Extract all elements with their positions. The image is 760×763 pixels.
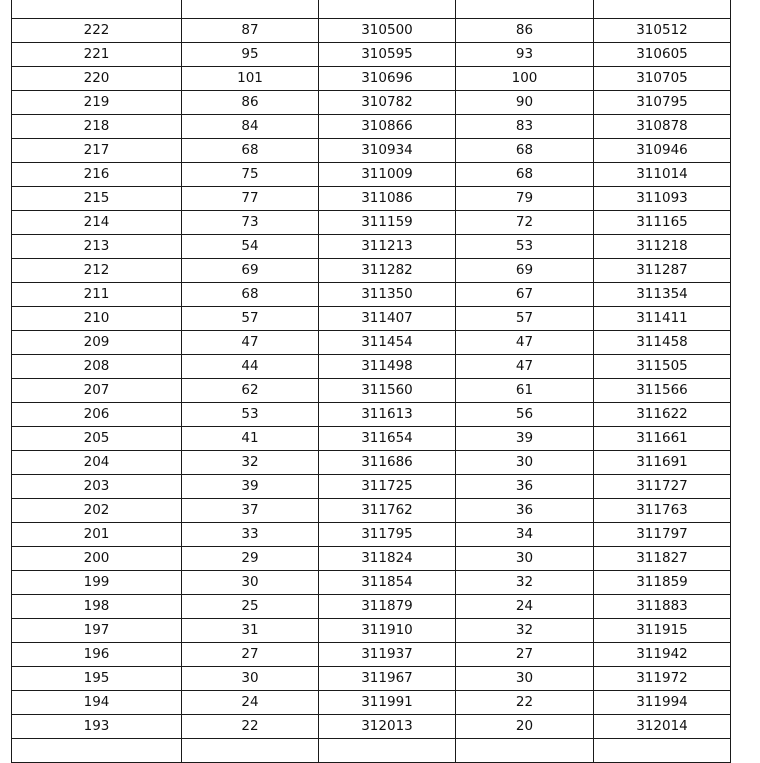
table-cell: 24: [182, 691, 319, 715]
table-row: [12, 715, 731, 739]
table-cell: 31: [182, 619, 319, 643]
table-row: [12, 571, 731, 595]
table-cell: 86: [182, 91, 319, 115]
table-cell: 200: [12, 547, 182, 571]
table-cell: 32: [456, 571, 594, 595]
table-cell: 67: [456, 283, 594, 307]
table-cell: 57: [182, 307, 319, 331]
table-cell: 311915: [594, 619, 731, 643]
table-cell: 217: [12, 139, 182, 163]
table-cell: [456, 0, 594, 19]
table-cell: [594, 0, 731, 19]
table-cell: 311824: [319, 547, 456, 571]
table-cell: 27: [456, 643, 594, 667]
table-cell: 29: [182, 547, 319, 571]
table-cell: 79: [456, 187, 594, 211]
table-cell: 196: [12, 643, 182, 667]
table-cell: 311859: [594, 571, 731, 595]
table-cell: 311354: [594, 283, 731, 307]
table-cell: 311762: [319, 499, 456, 523]
table-cell: 22: [182, 715, 319, 739]
table-cell: 311727: [594, 475, 731, 499]
table-cell: 311505: [594, 355, 731, 379]
table-cell: 44: [182, 355, 319, 379]
table-cell: 30: [182, 667, 319, 691]
table-cell: 311407: [319, 307, 456, 331]
table-cell: 36: [456, 475, 594, 499]
table-cell: 311763: [594, 499, 731, 523]
table-cell: 30: [456, 547, 594, 571]
table-row: [12, 91, 731, 115]
table-cell: 312013: [319, 715, 456, 739]
table-row: [12, 355, 731, 379]
table-row: [12, 235, 731, 259]
table-cell: 33: [182, 523, 319, 547]
table-cell: 56: [456, 403, 594, 427]
table-row: [12, 19, 731, 43]
table-cell: 310934: [319, 139, 456, 163]
table-cell: 86: [456, 19, 594, 43]
table-cell: 311654: [319, 427, 456, 451]
score-table-container: [11, 0, 730, 763]
table-cell: 68: [182, 139, 319, 163]
table-row: [12, 307, 731, 331]
table-cell: 214: [12, 211, 182, 235]
table-cell: [182, 739, 319, 763]
score-table: [11, 0, 731, 763]
table-cell: 311879: [319, 595, 456, 619]
table-cell: 30: [456, 451, 594, 475]
table-cell: 204: [12, 451, 182, 475]
table-cell: 54: [182, 235, 319, 259]
table-cell: 310500: [319, 19, 456, 43]
table-row: [12, 283, 731, 307]
table-cell: 311725: [319, 475, 456, 499]
table-cell: 213: [12, 235, 182, 259]
table-cell: 30: [182, 571, 319, 595]
table-cell: 197: [12, 619, 182, 643]
table-cell: 62: [182, 379, 319, 403]
table-row: [12, 739, 731, 763]
table-row: [12, 379, 731, 403]
table-cell: 311454: [319, 331, 456, 355]
table-cell: 210: [12, 307, 182, 331]
table-cell: 34: [456, 523, 594, 547]
table-cell: 221: [12, 43, 182, 67]
table-cell: 83: [456, 115, 594, 139]
table-cell: 311159: [319, 211, 456, 235]
table-row: [12, 259, 731, 283]
table-cell: 101: [182, 67, 319, 91]
table-cell: 310866: [319, 115, 456, 139]
table-row: [12, 499, 731, 523]
table-cell: 24: [456, 595, 594, 619]
table-cell: 32: [182, 451, 319, 475]
table-cell: 311827: [594, 547, 731, 571]
table-cell: 208: [12, 355, 182, 379]
table-cell: 39: [456, 427, 594, 451]
table-cell: 57: [456, 307, 594, 331]
table-cell: 203: [12, 475, 182, 499]
table-cell: 310705: [594, 67, 731, 91]
table-cell: 311350: [319, 283, 456, 307]
table-cell: 311613: [319, 403, 456, 427]
table-cell: 311942: [594, 643, 731, 667]
table-row: [12, 67, 731, 91]
table-cell: 202: [12, 499, 182, 523]
table-row: [12, 427, 731, 451]
table-cell: 311287: [594, 259, 731, 283]
table-cell: 310595: [319, 43, 456, 67]
table-cell: 37: [182, 499, 319, 523]
table-cell: 311622: [594, 403, 731, 427]
table-cell: 47: [456, 331, 594, 355]
table-cell: 69: [456, 259, 594, 283]
table-cell: 311883: [594, 595, 731, 619]
score-table-body: [12, 0, 731, 763]
table-row: [12, 643, 731, 667]
table-row: [12, 475, 731, 499]
table-cell: 27: [182, 643, 319, 667]
table-cell: 25: [182, 595, 319, 619]
table-cell: [182, 0, 319, 19]
table-row: [12, 187, 731, 211]
table-cell: 311218: [594, 235, 731, 259]
table-cell: 311854: [319, 571, 456, 595]
table-cell: 311994: [594, 691, 731, 715]
table-cell: 310795: [594, 91, 731, 115]
table-cell: 311991: [319, 691, 456, 715]
table-cell: 311093: [594, 187, 731, 211]
table-cell: 216: [12, 163, 182, 187]
table-cell: 73: [182, 211, 319, 235]
table-cell: 39: [182, 475, 319, 499]
table-cell: 68: [182, 283, 319, 307]
table-cell: 310878: [594, 115, 731, 139]
table-cell: 311566: [594, 379, 731, 403]
table-row: [12, 691, 731, 715]
table-row: [12, 451, 731, 475]
table-cell: [456, 739, 594, 763]
table-row: [12, 547, 731, 571]
table-cell: 41: [182, 427, 319, 451]
table-cell: 20: [456, 715, 594, 739]
table-cell: 193: [12, 715, 182, 739]
table-cell: 201: [12, 523, 182, 547]
table-cell: 311691: [594, 451, 731, 475]
table-cell: 311165: [594, 211, 731, 235]
table-cell: 311797: [594, 523, 731, 547]
table-cell: 47: [182, 331, 319, 355]
table-cell: 311937: [319, 643, 456, 667]
table-cell: 311009: [319, 163, 456, 187]
table-cell: 95: [182, 43, 319, 67]
table-cell: 198: [12, 595, 182, 619]
table-cell: 311282: [319, 259, 456, 283]
table-cell: 69: [182, 259, 319, 283]
table-cell: 218: [12, 115, 182, 139]
table-cell: 68: [456, 139, 594, 163]
table-cell: 75: [182, 163, 319, 187]
table-cell: 311213: [319, 235, 456, 259]
table-cell: 311458: [594, 331, 731, 355]
table-cell: 211: [12, 283, 182, 307]
table-cell: 310782: [319, 91, 456, 115]
table-cell: 53: [456, 235, 594, 259]
table-cell: 36: [456, 499, 594, 523]
table-row: [12, 331, 731, 355]
table-cell: 84: [182, 115, 319, 139]
table-cell: 311967: [319, 667, 456, 691]
table-cell: 311972: [594, 667, 731, 691]
table-cell: 311686: [319, 451, 456, 475]
table-cell: 311795: [319, 523, 456, 547]
table-cell: 310946: [594, 139, 731, 163]
table-row: [12, 163, 731, 187]
table-cell: 310512: [594, 19, 731, 43]
table-cell: 311411: [594, 307, 731, 331]
table-cell: 32: [456, 619, 594, 643]
table-cell: 311086: [319, 187, 456, 211]
table-cell: 215: [12, 187, 182, 211]
table-cell: 312014: [594, 715, 731, 739]
table-cell: 311910: [319, 619, 456, 643]
table-cell: 72: [456, 211, 594, 235]
table-cell: 212: [12, 259, 182, 283]
table-row: [12, 619, 731, 643]
table-cell: 53: [182, 403, 319, 427]
table-cell: 100: [456, 67, 594, 91]
table-cell: 207: [12, 379, 182, 403]
table-cell: 311014: [594, 163, 731, 187]
table-row: [12, 0, 731, 19]
table-cell: 311498: [319, 355, 456, 379]
table-cell: 194: [12, 691, 182, 715]
table-row: [12, 115, 731, 139]
table-cell: 30: [456, 667, 594, 691]
table-cell: 310696: [319, 67, 456, 91]
table-cell: 209: [12, 331, 182, 355]
table-cell: 61: [456, 379, 594, 403]
table-cell: 205: [12, 427, 182, 451]
table-cell: 22: [456, 691, 594, 715]
table-row: [12, 403, 731, 427]
table-cell: 77: [182, 187, 319, 211]
table-cell: [319, 0, 456, 19]
table-cell: [12, 0, 182, 19]
table-cell: 195: [12, 667, 182, 691]
table-cell: 199: [12, 571, 182, 595]
table-cell: 311661: [594, 427, 731, 451]
table-cell: 219: [12, 91, 182, 115]
table-cell: 90: [456, 91, 594, 115]
table-cell: [12, 739, 182, 763]
table-cell: 93: [456, 43, 594, 67]
table-cell: [319, 739, 456, 763]
table-row: [12, 523, 731, 547]
table-row: [12, 595, 731, 619]
table-cell: 220: [12, 67, 182, 91]
table-cell: 222: [12, 19, 182, 43]
table-row: [12, 43, 731, 67]
table-cell: 310605: [594, 43, 731, 67]
table-row: [12, 211, 731, 235]
table-cell: 87: [182, 19, 319, 43]
table-cell: [594, 739, 731, 763]
table-cell: 47: [456, 355, 594, 379]
table-row: [12, 667, 731, 691]
table-cell: 311560: [319, 379, 456, 403]
table-cell: 68: [456, 163, 594, 187]
table-row: [12, 139, 731, 163]
table-cell: 206: [12, 403, 182, 427]
